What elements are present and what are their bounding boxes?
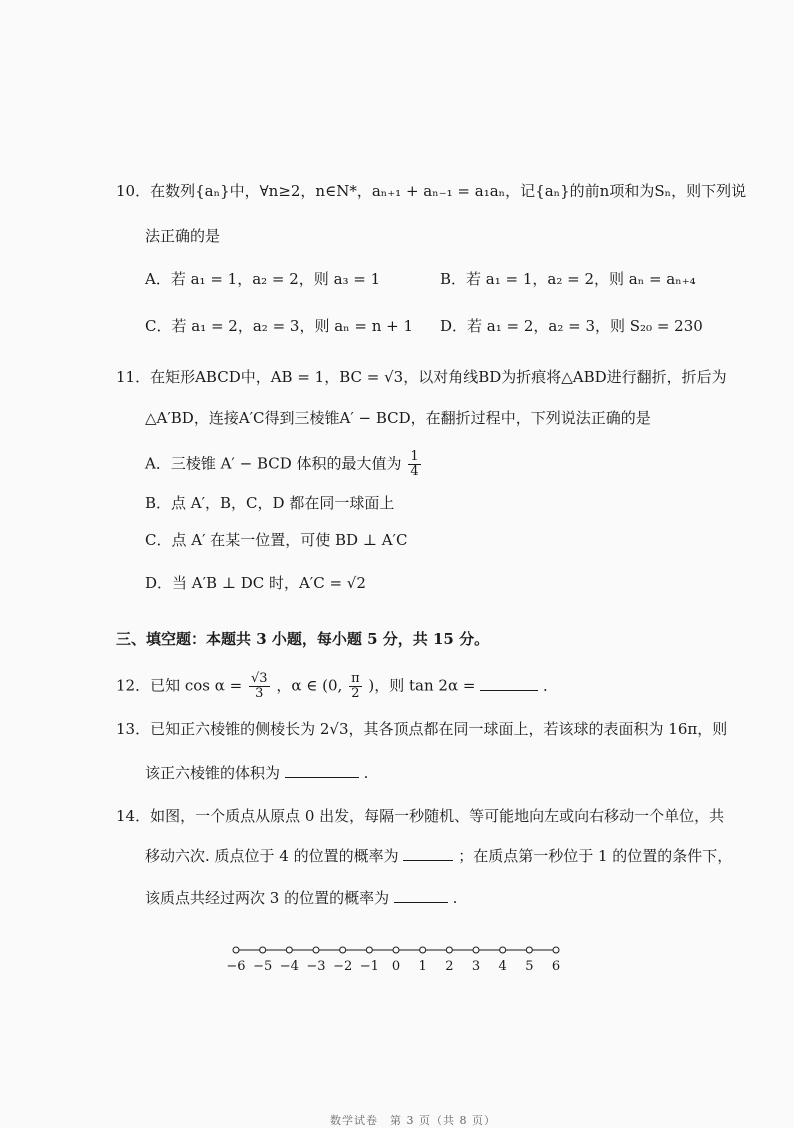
q12-suffix: )，则 tan 2α = bbox=[368, 676, 476, 695]
number-line-tick-label: 4 bbox=[498, 959, 507, 974]
q10-stem-line2: 法正确的是 bbox=[145, 227, 221, 245]
number-line-tick-label: 2 bbox=[445, 959, 454, 974]
q10-option-d: D．若 a₁ = 2，a₂ = 3，则 S₂₀ = 230 bbox=[440, 317, 703, 335]
q10-option-c: C．若 a₁ = 2，a₂ = 3，则 aₙ = n + 1 bbox=[145, 317, 414, 335]
number-line-point bbox=[286, 947, 292, 953]
q12-answer-blank[interactable] bbox=[480, 676, 538, 691]
q14-line3 bbox=[145, 887, 457, 909]
fraction-denominator: 3 bbox=[255, 686, 264, 701]
fraction-numerator: π bbox=[351, 671, 360, 686]
q12-line bbox=[116, 672, 558, 701]
q10-option-a: A．若 a₁ = 1，a₂ = 2，则 a₃ = 1 bbox=[145, 270, 381, 288]
q13-line2 bbox=[145, 762, 368, 784]
fraction-denominator: 4 bbox=[410, 464, 419, 479]
q10-stem-line1: 10．在数列{aₙ}中，∀n≥2，n∈N*，aₙ₊₁ + aₙ₋₁ = a₁aₙ，记{aₙ}的前n项和为Sₙ，则下列说 bbox=[116, 182, 747, 200]
number-line-tick-label: −4 bbox=[279, 959, 299, 974]
q14-line3-text: 该质点共经过两次 3 的位置的概率为 bbox=[145, 889, 390, 907]
number-line-point bbox=[313, 947, 319, 953]
number-line-tick-label: −6 bbox=[226, 959, 246, 974]
q14-line1: 14．如图，一个质点从原点 0 出发，每隔一秒随机、等可能地向左或向右移动一个单位，共 bbox=[116, 807, 725, 825]
q14-answer-blank-1[interactable] bbox=[403, 846, 453, 861]
q11-option-d: D．当 A′B ⊥ DC 时，A′C = √2 bbox=[145, 574, 366, 592]
q14-answer-blank-2[interactable] bbox=[394, 888, 448, 903]
q11-option-c: C．点 A′ 在某一位置，可使 BD ⊥ A′C bbox=[145, 531, 408, 549]
number-line-tick-label: −3 bbox=[306, 959, 326, 974]
number-line-tick-label: 3 bbox=[471, 959, 481, 974]
number-line-figure bbox=[226, 940, 566, 976]
section-3-heading: 三、填空题：本题共 3 小题，每小题 5 分，共 15 分。 bbox=[116, 630, 490, 648]
q14-line2a: 移动六次. 质点位于 4 的位置的概率为 bbox=[145, 847, 399, 865]
number-line-point bbox=[526, 947, 532, 953]
number-line-point bbox=[233, 947, 239, 953]
number-line-tick-label: −2 bbox=[333, 959, 353, 974]
q14-line2 bbox=[145, 845, 732, 867]
page-footer: 数学试卷 第 3 页（共 8 页） bbox=[330, 1114, 496, 1127]
number-line-tick-label: −1 bbox=[359, 959, 379, 974]
q10-option-b: B．若 a₁ = 1，a₂ = 2，则 aₙ = aₙ₊₄ bbox=[440, 270, 696, 288]
q11-option-a bbox=[145, 450, 423, 479]
q12-prefix: 12．已知 cos α = bbox=[116, 676, 243, 695]
q13-end: . bbox=[363, 764, 369, 782]
q11-stem-line2: △A′BD，连接A′C得到三棱锥A′ − BCD，在翻折过程中，下列说法正确的是 bbox=[145, 409, 651, 427]
q13-answer-blank[interactable] bbox=[285, 763, 359, 778]
number-line-tick-label: 0 bbox=[391, 959, 401, 974]
q12-pi-fraction bbox=[349, 672, 362, 701]
q12-middle: ，α ∈ (0, bbox=[276, 676, 343, 695]
q13-line1: 13．已知正六棱锥的侧棱长为 2√3，其各顶点都在同一球面上，若该球的表面积为 16π，则 bbox=[116, 720, 728, 738]
q12-cos-fraction bbox=[249, 672, 270, 701]
q14-end: . bbox=[452, 889, 458, 907]
q11-option-a-fraction bbox=[408, 450, 420, 479]
number-line-tick-label: 5 bbox=[525, 959, 534, 974]
q11-option-a-text: A．三棱锥 A′ − BCD 体积的最大值为 bbox=[145, 454, 402, 473]
q14-line2b: ；在质点第一秒位于 1 的位置的条件下， bbox=[458, 847, 733, 865]
q13-line2-text: 该正六棱锥的体积为 bbox=[145, 764, 281, 782]
fraction-denominator: 2 bbox=[351, 686, 360, 701]
number-line-point bbox=[473, 947, 479, 953]
number-line-point bbox=[260, 947, 266, 953]
number-line-point bbox=[553, 947, 559, 953]
number-line-point bbox=[366, 947, 372, 953]
number-line-tick-label: 6 bbox=[551, 959, 561, 974]
number-line-point bbox=[420, 947, 426, 953]
fraction-numerator: 1 bbox=[410, 449, 419, 464]
number-line-tick-label: 1 bbox=[418, 959, 427, 974]
number-line-point bbox=[340, 947, 346, 953]
q11-stem-line1: 11．在矩形ABCD中，AB = 1，BC = √3，以对角线BD为折痕将△ABD进行翻折，折后为 bbox=[116, 368, 727, 386]
number-line-tick-label: −5 bbox=[253, 959, 273, 974]
number-line-point bbox=[393, 947, 399, 953]
number-line-point bbox=[500, 947, 506, 953]
number-line-point bbox=[446, 947, 452, 953]
fraction-numerator: √3 bbox=[251, 671, 268, 686]
q12-end: ． bbox=[542, 676, 558, 695]
q11-option-b: B．点 A′，B，C，D 都在同一球面上 bbox=[145, 494, 395, 512]
